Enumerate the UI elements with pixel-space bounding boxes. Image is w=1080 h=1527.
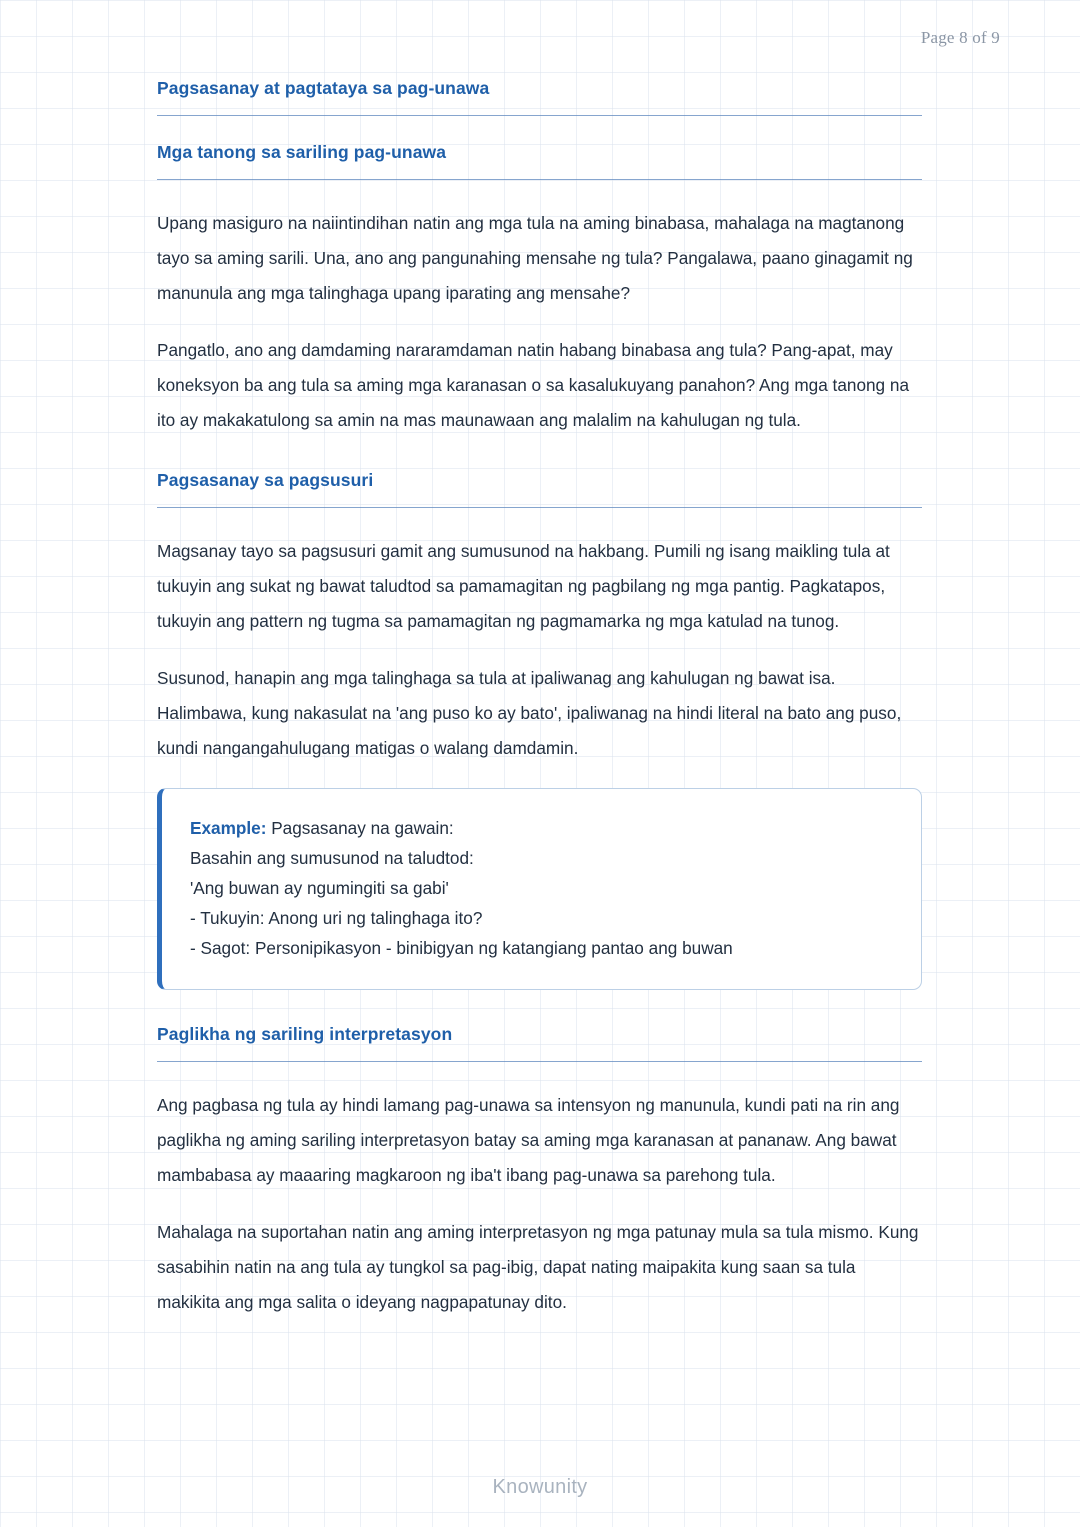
section-pagsasanay-at-pagtataya: [157, 78, 922, 116]
example-line: 'Ang buwan ay ngumingiti sa gabi': [190, 878, 449, 898]
section-heading: Pagsasanay at pagtataya sa pag-unawa: [157, 78, 490, 98]
page-number-label: Page 8 of 9: [920, 28, 1000, 47]
section-heading: Pagsasanay sa pagsusuri: [157, 470, 374, 490]
paragraph: Magsanay tayo sa pagsusuri gamit ang sumusunod na hakbang. Pumili ng isang maikling tula at tukuyin ang sukat ng bawat taludtod sa pamamagitan ng pagbilang ng mga pantig. Pagkatapos, tukuyin ang pattern ng tugma sa pamamagitan ng pagmamarka ng mga katulad na tunog.: [157, 541, 890, 631]
example-first-line: [190, 813, 893, 843]
paragraph: Mahalaga na suportahan natin ang aming interpretasyon ng mga patunay mula sa tula mismo. Kung sasabihin natin na ang tula ay tungkol sa pag-ibig, dapat nating maipakita kung saan sa tula makikita ang mga salita o ideyang nagpapatunay dito.: [157, 1222, 919, 1312]
paragraph: Susunod, hanapin ang mga talinghaga sa tula at ipaliwanag ang kahulugan ng bawat isa. Halimbawa, kung nakasulat na 'ang puso ko ay bato', ipaliwanag na hindi literal na bato ang puso, kundi nangangahulugang matigas o walang damdamin.: [157, 668, 902, 758]
section-mga-tanong: [157, 142, 922, 438]
example-line: - Tukuyin: Anong uri ng talinghaga ito?: [190, 908, 483, 928]
paragraph: Pangatlo, ano ang damdaming nararamdaman natin habang binabasa ang tula? Pang-apat, may koneksyon ba ang tula sa aming mga karanasan o sa kasalukuyang panahon? Ang mga tanong na ito ay makakatulong sa amin na mas maunawaan ang malalim na kahulugan ng tula.: [157, 340, 910, 430]
paragraph: Upang masiguro na naiintindihan natin ang mga tula na aming binabasa, mahalaga na magtanong tayo sa aming sarili. Una, ano ang pangunahing mensahe ng tula? Pangalawa, paano ginagamit ng manunula ang mga talinghaga upang iparating ang mensahe?: [157, 213, 913, 303]
heading-divider: [157, 1061, 922, 1062]
example-line: - Sagot: Personipikasyon - binibigyan ng katangiang pantao ang buwan: [190, 938, 733, 958]
section-paglikha-ng-sariling-interpretasyon: [157, 1024, 922, 1320]
heading-divider: [157, 179, 922, 180]
document-content: [157, 78, 922, 1342]
example-callout: [157, 788, 922, 990]
example-label: Example:: [190, 818, 267, 838]
example-line: Basahin ang sumusunod na taludtod:: [190, 848, 474, 868]
heading-divider: [157, 115, 922, 116]
section-heading: Paglikha ng sariling interpretasyon: [157, 1024, 453, 1044]
section-heading: Mga tanong sa sariling pag-unawa: [157, 142, 447, 162]
paragraph: Ang pagbasa ng tula ay hindi lamang pag-unawa sa intensyon ng manunula, kundi pati na rin ang paglikha ng aming sariling interpretasyon batay sa aming mga karanasan at pananaw. Ang bawat mambabasa ay maaaring magkaroon ng iba't ibang pag-unawa sa parehong tula.: [157, 1095, 900, 1185]
heading-divider: [157, 507, 922, 508]
example-label-rest: Pagsasanay na gawain:: [266, 818, 454, 838]
brand-watermark: Knowunity: [492, 1476, 588, 1498]
section-pagsasanay-sa-pagsusuri: [157, 470, 922, 766]
